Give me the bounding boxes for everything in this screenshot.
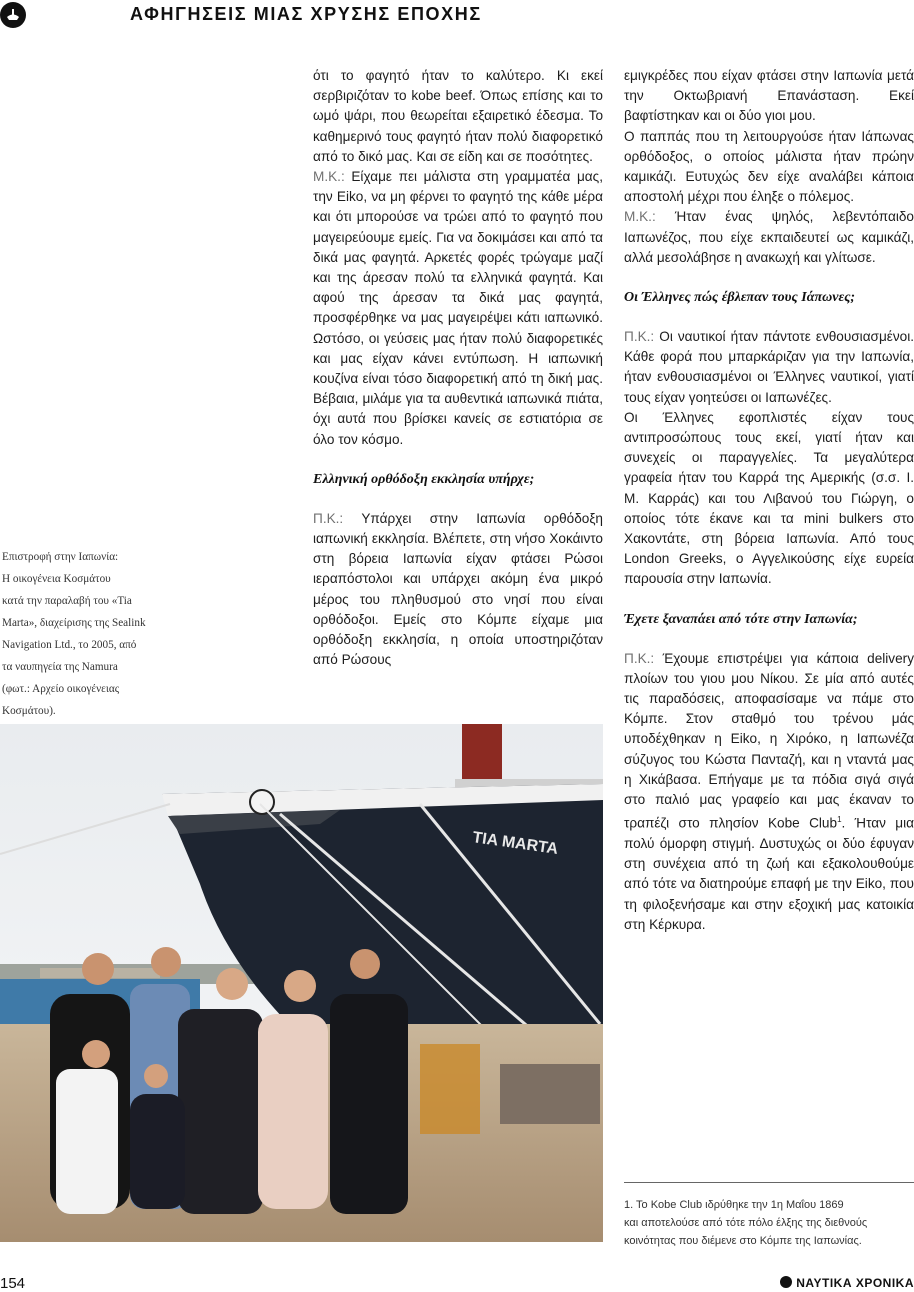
page-header-title: ΑΦΗΓΗΣΕΙΣ ΜΙΑΣ ΧΡΥΣΗΣ ΕΠΟΧΗΣ [130, 4, 482, 24]
paragraph-text: Υπάρχει στην Ιαπωνία ορθόδοξη ιαπωνική εκκλησία. Βλέπετε, στη νήσο Χοκάιντο στη βόρεια Ιαπωνία είχαν φτάσει Ρώσοι ιεραπόστολοι και υπάρχει ακόμη ένα μικρό μέρος του πληθυσμού στο νησί που είναι ορθόδοξοι. Εμείς στο Κόμπε είχαμε μια ορθόδοξη εκκλησία, η οποία υποστηριζόταν από Ρώσους [313, 510, 603, 668]
caption-line: Navigation Ltd., το 2005, από [2, 639, 137, 651]
caption-line: τα ναυπηγεία της Namura [2, 661, 118, 673]
logo-icon [0, 2, 26, 28]
paragraph-text: Έχουμε επιστρέψει για κάποια delivery πλοίων του γιου μου Νίκου. Σε μία από αυτές τις παραδόσεις, αποφασίσαμε να πάμε στο Κόμπε. Στον σταθμό του τρένου μάς υποδέχθηκαν η Eiko, η Χιρόκο, η Ιαπωνέζα σύζυγος του Κώστα Πανταζή, και η νταντά μας η Χικάβασα. Επήγαμε με τα πόδια σιγά σιγά στο παλιό μας γραφείο και μας έκαναν το τραπέζι στο πλησίον Kobe Club [624, 650, 914, 831]
paragraph-text: Είχαμε πει μάλιστα στη γραμματέα μας, την Eiko, να μη φέρνει το φαγητό της κάθε μέρα και ότι μπορούσε να τρώει από το φαγητό που μαγειρεύουμε εμείς. Για να δοκιμάσει και από τα δικά μας φαγητά. Αρκετές φορές τρώγαμε μαζί και της άρεσαν πολύ τα ελληνικά φαγητά. Και αφού της άρεσαν τα δικά μας φαγητά, προσφέρθηκε να μας μαγειρέψει κάτι ιαπωνικό. Ωστόσο, οι γεύσεις μας ήταν πολύ διαφορετικές και μας είχαν κάνει εντύπωση. Η ιαπωνική κουζίνα είναι τόσο διαφορετική από τη δική μας. Βέβαια, μιλάμε για τα αυθεντικά ιαπωνικά πιάτα, όχι αυτά που βρίσκει κανείς σε εστιατόρια σε όλο τον κόσμο. [313, 169, 603, 447]
paragraph: ότι το φαγητό ήταν το καλύτερο. Κι εκεί σερβιριζόταν το kobe beef. Όπως επίσης και το ωμό ψάρι, που θεωρείται εξαιρετικό έδεσμα. Το καθημερινό τους φαγητό ήταν πολύ διαφορετικό από το δικό μας. Και σε είδη και σε ποσότητες. [313, 68, 603, 164]
speaker-initials: Π.Κ.: [624, 650, 655, 666]
caption-line: Η οικογένεια Κοσμάτου [2, 573, 111, 585]
paragraph [313, 509, 603, 671]
speaker-initials: Μ.Κ.: [313, 169, 345, 185]
footnote-line: και αποτελούσε από τότε πόλο έλξης της διεθνούς [624, 1217, 868, 1229]
caption-line: Marta», διαχείρισης της Sealink [2, 617, 146, 629]
section-heading: Ελληνική ορθόδοξη εκκλησία υπήρχε; [313, 471, 535, 487]
paragraph-text: Ήταν ένας ψηλός, λεβεντόπαιδο Ιαπωνέζος, που είχε εκπαιδευτεί ως καμικάζι, αλλά μεσολάβησε η ανακωχή και γλίτωσε. [624, 209, 914, 265]
magazine-name [780, 1276, 914, 1290]
section-heading: Έχετε ξαναπάει από τότε στην Ιαπωνία; [624, 611, 858, 627]
photo-caption [2, 546, 162, 722]
footnote-line: 1. Το Kobe Club ιδρύθηκε την 1η Μαΐου 1869 [624, 1199, 844, 1211]
paragraph: Ο παππάς που τη λειτουργούσε ήταν Ιάπωνας ορθόδοξος, ο οποίος μάλιστα ήταν πρώην καμικάζι. Ευτυχώς δεν είχε αναλάβει κάποια αποστολή μέχρι που έληξε ο πόλεμος. [624, 128, 914, 205]
speaker-initials: Μ.Κ.: [624, 209, 656, 225]
caption-line: Κοσμάτου). [2, 705, 56, 717]
article-column-1 [313, 66, 603, 670]
caption-line: Επιστροφή στην Ιαπωνία: [2, 551, 119, 563]
paragraph-text: Οι ναυτικοί ήταν πάντοτε ενθουσιασμένοι. Κάθε φορά που μπαρκάριζαν για την Ιαπωνία, ήταν ενθουσιασμένοι οι Έλληνες ναυτικοί, γιατί τους είχαν γοητεύσει οι Ιαπωνέζες. [624, 329, 914, 405]
footnote-line: κοινότητας που διέμενε στο Κόμπε της Ιαπωνίας. [624, 1235, 862, 1247]
paragraph [624, 207, 914, 268]
speaker-initials: Π.Κ.: [313, 510, 344, 526]
footnote-divider [624, 1182, 914, 1183]
paragraph: εμιγκρέδες που είχαν φτάσει στην Ιαπωνία μετά την Οκτωβριανή Επανάσταση. Εκεί βαφτίστηκαν και οι δύο γιοι μου. [624, 68, 914, 124]
paragraph-text: . Ήταν μια πολύ όμορφη στιγμή. Δυστυχώς οι δύο έφυγαν στη συνέχεια από τη ζωή και εξακολουθούμε από τότε να διατηρούμε επαφή με την Eiko, που τη φιλοξενήσαμε και στην εξοχική μας κατοικία στη Κέρκυρα. [624, 815, 914, 932]
paragraph [624, 327, 914, 408]
footnote [624, 1196, 914, 1250]
magazine-logo-icon [780, 1276, 792, 1288]
ship-name-label: TIA MARTA [471, 829, 560, 858]
ship-family-photo [0, 724, 603, 1242]
caption-line: (φωτ.: Αρχείο οικογένειας [2, 683, 120, 695]
page-number: 154 [0, 1275, 26, 1292]
paragraph: Οι Έλληνες εφοπλιστές είχαν τους αντιπροσώπους τους εκεί, γιατί ήταν και συνεχείς οι παραγγελίες. Τα μεγαλύτερα γραφεία ήταν του Καρρά της Αμερικής (σ.σ. Ι. Μ. Καρράς) και του Λιβανού του Γιώργη, ο οποίος τότε έκανε και τα mini bulkers στο Χακοντάτε, στη βόρεια Ιαπωνία. Από τους London Greeks, ο Αγγελικούσης είχε ευρεία παρουσία στην Ιαπωνία. [624, 409, 914, 587]
article-column-2 [624, 66, 914, 935]
paragraph [624, 649, 914, 935]
paragraph [313, 167, 603, 450]
section-heading: Οι Έλληνες πώς έβλεπαν τους Ιάπωνες; [624, 290, 856, 306]
magazine-name-text: ΝΑΥΤΙΚΑ ΧΡΟΝΙΚΑ [796, 1276, 914, 1290]
speaker-initials: Π.Κ.: [624, 329, 655, 345]
caption-line: κατά την παραλαβή του «Tia [2, 595, 132, 607]
footnote-reference[interactable]: 1 [837, 815, 842, 825]
